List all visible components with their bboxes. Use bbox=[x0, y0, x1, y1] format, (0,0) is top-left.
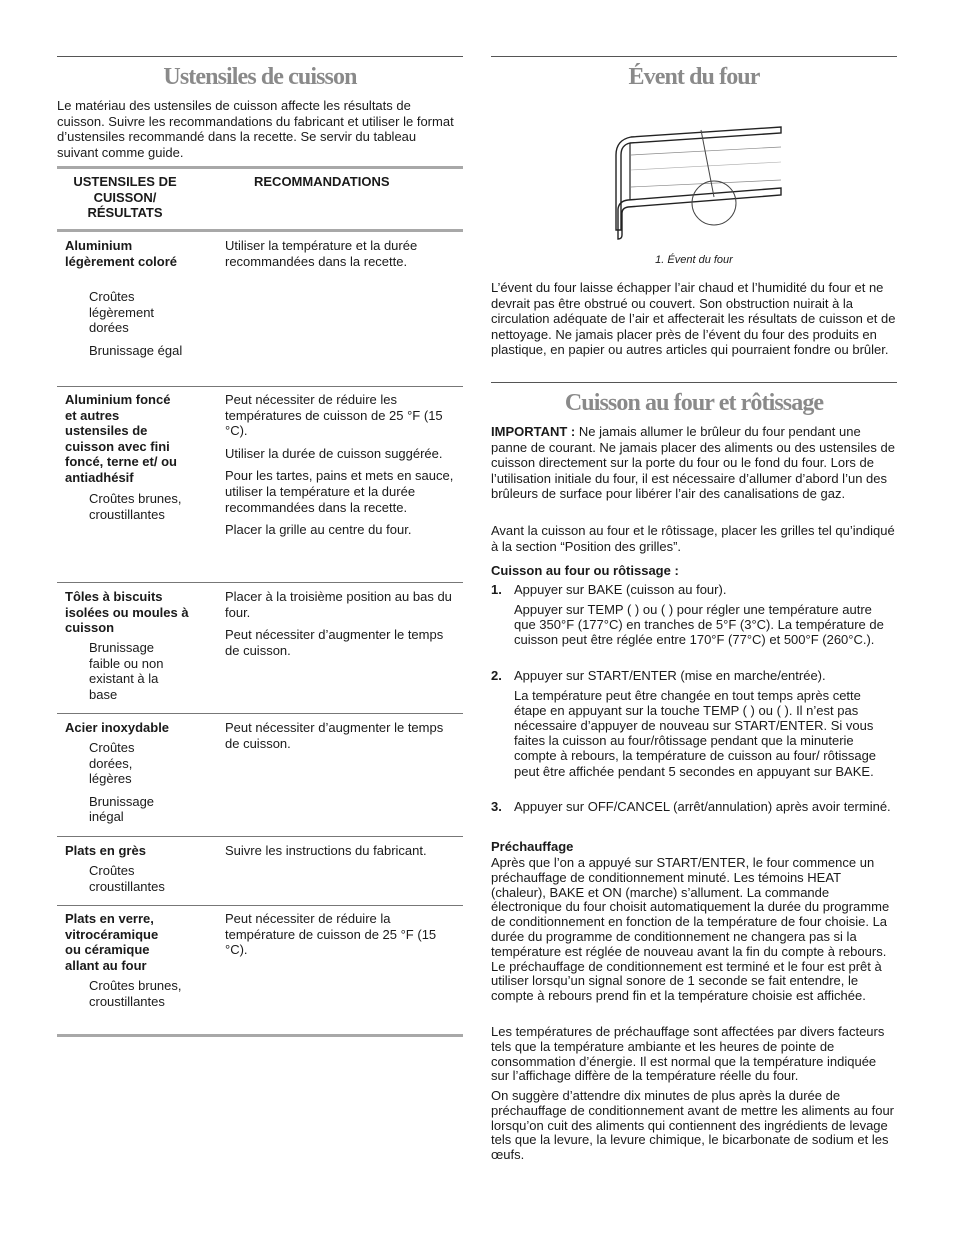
row-results bbox=[89, 491, 189, 529]
row-divider bbox=[57, 582, 463, 583]
table-header-cookware: USTENSILES DE CUISSON/ RÉSULTATS bbox=[73, 174, 177, 221]
preheat-paragraph: On suggère d’attendre dix minutes de plus après la durée de préchauffage de conditionnement avant de mettre les aliments au four lorsqu’on cuit des aliments qui contiennent des ingrédients de levage tels que la levure, la levure chimique, le bicarbonate de sodium et les œufs. bbox=[491, 1088, 895, 1163]
row-divider bbox=[57, 836, 463, 837]
recommendation-item: Peut nécessiter d’augmenter le temps de cuisson. bbox=[225, 720, 444, 751]
row-results bbox=[89, 740, 169, 832]
step-line: La température peut être changée en tout temps après cette étape en appuyant sur la touche TEMP ( ) ou ( ). Il n’est pas nécessaire d’appuyer de nouveau sur START/ENTER. Si vous faites la cuisson au four/rôtissage pendant que la minuterie compte à rebours, la température de cuisson au four/ rôtissage peut être affichée pendant 5 secondes en appuyant sur BAKE. bbox=[514, 688, 877, 779]
steps-heading: Cuisson au four ou rôtissage : bbox=[491, 563, 679, 578]
result-item: Croûtes brunes, croustillantes bbox=[89, 491, 182, 522]
section-rule bbox=[491, 382, 897, 383]
result-item: Croûtes dorées, légères bbox=[89, 740, 135, 787]
preheat-paragraph: Les températures de préchauffage sont affectées par divers facteurs tels que la température ambiante et les heures de pointe de consommation d’énergie. Il est normal que la température indiquée sur l’affichage diffère de la température réelle du four. bbox=[491, 1024, 885, 1084]
important-label: IMPORTANT : bbox=[491, 424, 576, 439]
recommendation-item: Utiliser la durée de cuisson suggérée. bbox=[225, 445, 443, 461]
recommendation-item: Pour les tartes, pains et mets en sauce, utiliser la température et la durée recommandées dans la recette. bbox=[225, 468, 454, 515]
step-line: Appuyer sur START/ENTER (mise en marche/entrée). bbox=[514, 668, 826, 683]
table-header-recommendations: RECOMMANDATIONS bbox=[254, 174, 390, 189]
row-divider bbox=[57, 386, 463, 387]
preheat-heading: Préchauffage bbox=[491, 839, 574, 854]
recommendation-item: Peut nécessiter d’augmenter le temps de cuisson. bbox=[225, 627, 444, 658]
figure-caption: 1. Évent du four bbox=[655, 254, 733, 266]
row-recommendations bbox=[225, 911, 461, 965]
result-item: Brunissage égal bbox=[89, 342, 183, 358]
recommendation-item: Placer à la troisième position au bas du four. bbox=[225, 589, 452, 620]
recommendation-item: Peut nécessiter de réduire les températures de cuisson de 25 °F (15 °C). bbox=[225, 392, 443, 439]
row-results bbox=[89, 863, 189, 901]
table-bottom-border bbox=[57, 1034, 463, 1037]
step-number: 3. bbox=[491, 799, 502, 814]
result-item: Croûtes croustillantes bbox=[89, 863, 165, 894]
row-divider bbox=[57, 713, 463, 714]
step-number: 2. bbox=[491, 668, 502, 683]
row-recommendations bbox=[225, 238, 461, 276]
table-header-border bbox=[57, 229, 463, 232]
section-rule bbox=[57, 56, 463, 57]
result-item: Croûtes brunes, croustillantes bbox=[89, 978, 182, 1009]
result-item: Croûtes légèrement dorées bbox=[89, 289, 155, 336]
preheat-paragraph: Après que l’on a appuyé sur START/ENTER, le four commence un préchauffage de conditionnement minuté. Les témoins HEAT (chaleur), BAKE et ON (marche) s’allument. La commande électronique du four choisit automatiquement la durée du programme de conditionnement en fonction de la température de four choisie. La durée du programme de conditionnement ne changera pas si la température est réglée de nouveau avant la fin du compte à rebours. Le préchauffage de conditionnement est terminé et le four est prêt à utiliser lorsqu’un signal sonore de 1 seconde se fait entendre, le compte à rebours prend fin et la température choisie est affichée. bbox=[491, 855, 890, 1004]
important-text: Ne jamais allumer le brûleur du four pendant une panne de courant. Ne jamais placer des aliments ou des ustensiles de cuisson directement sur la porte du four ou le fond du four. Lors de l’utilisation initiale du four, il est nécessaire d’allumer d’abord l’un des brûleurs de surface pour libérer l’air des canalisations de gaz. bbox=[491, 424, 895, 502]
oven-vent-illustration bbox=[606, 125, 786, 245]
vent-title: Évent du four bbox=[628, 64, 760, 90]
row-category: Aluminium foncé et autres ustensiles de cuisson avec fini foncé, terne et/ ou antiadhésif bbox=[65, 392, 177, 485]
vent-text: L’évent du four laisse échapper l’air chaud et l’humidité du four et ne devrait pas être obstrué ou couvert. Son obstruction nuirait à la circulation adéquate de l’air et affecterait les résultats de cuisson et de nettoyage. Ne jamais placer près de l’évent du four des produits en plastique, en papier ou autres articles qui pourraient fondre ou brûler. bbox=[491, 280, 896, 358]
row-category: Plats en verre, vitrocéramique ou céramique allant au four bbox=[65, 911, 159, 973]
result-item: Brunissage faible ou non existant à la base bbox=[89, 640, 164, 702]
step-line: Appuyer sur BAKE (cuisson au four). bbox=[514, 582, 727, 597]
section-rule bbox=[491, 56, 897, 57]
step-number: 1. bbox=[491, 582, 502, 597]
recommendation-item: Utiliser la température et la durée recommandées dans la recette. bbox=[225, 238, 418, 269]
step-line: Appuyer sur TEMP ( ) ou ( ) pour régler une température autre que 350°F (177°C) en tranches de 5°F (3°C). La température de cuisson peut être réglée entre 170°F (77°C) et 500°F (260°C.). bbox=[514, 602, 884, 648]
cookware-intro: Le matériau des ustensiles de cuisson affecte les résultats de cuisson. Suivre les recommandations du fabricant et utiliser le format d’ustensiles recommandé dans la recette. Se servir du tableau suivant comme guide. bbox=[57, 98, 454, 160]
row-category: Tôles à biscuits isolées ou moules à cuisson bbox=[65, 589, 189, 636]
row-category: Aluminium légèrement coloré bbox=[65, 238, 177, 269]
row-category: Plats en grès bbox=[65, 843, 146, 858]
row-recommendations bbox=[225, 843, 461, 866]
bake-title: Cuisson au four et rôtissage bbox=[564, 390, 824, 416]
row-recommendations bbox=[225, 720, 461, 758]
row-recommendations bbox=[225, 589, 461, 665]
row-results bbox=[89, 640, 179, 709]
recommendation-item: Placer la grille au centre du four. bbox=[225, 522, 412, 538]
row-divider bbox=[57, 905, 463, 906]
result-item: Brunissage inégal bbox=[89, 793, 155, 825]
table-top-border bbox=[57, 166, 463, 169]
important-note bbox=[491, 424, 897, 502]
row-recommendations bbox=[225, 392, 461, 545]
recommendation-item: Peut nécessiter de réduire la température de cuisson de 25 °F (15 °C). bbox=[225, 911, 437, 958]
racks-text: Avant la cuisson au four et le rôtissage, placer les grilles tel qu’indiqué à la section “Position des grilles”. bbox=[491, 523, 895, 554]
recommendation-item: Suivre les instructions du fabricant. bbox=[225, 843, 427, 858]
row-category: Acier inoxydable bbox=[65, 720, 170, 735]
cookware-title: Ustensiles de cuisson bbox=[163, 64, 357, 90]
row-results bbox=[89, 289, 189, 365]
step-line: Appuyer sur OFF/CANCEL (arrêt/annulation) après avoir terminé. bbox=[514, 799, 891, 814]
row-results bbox=[89, 978, 189, 1016]
